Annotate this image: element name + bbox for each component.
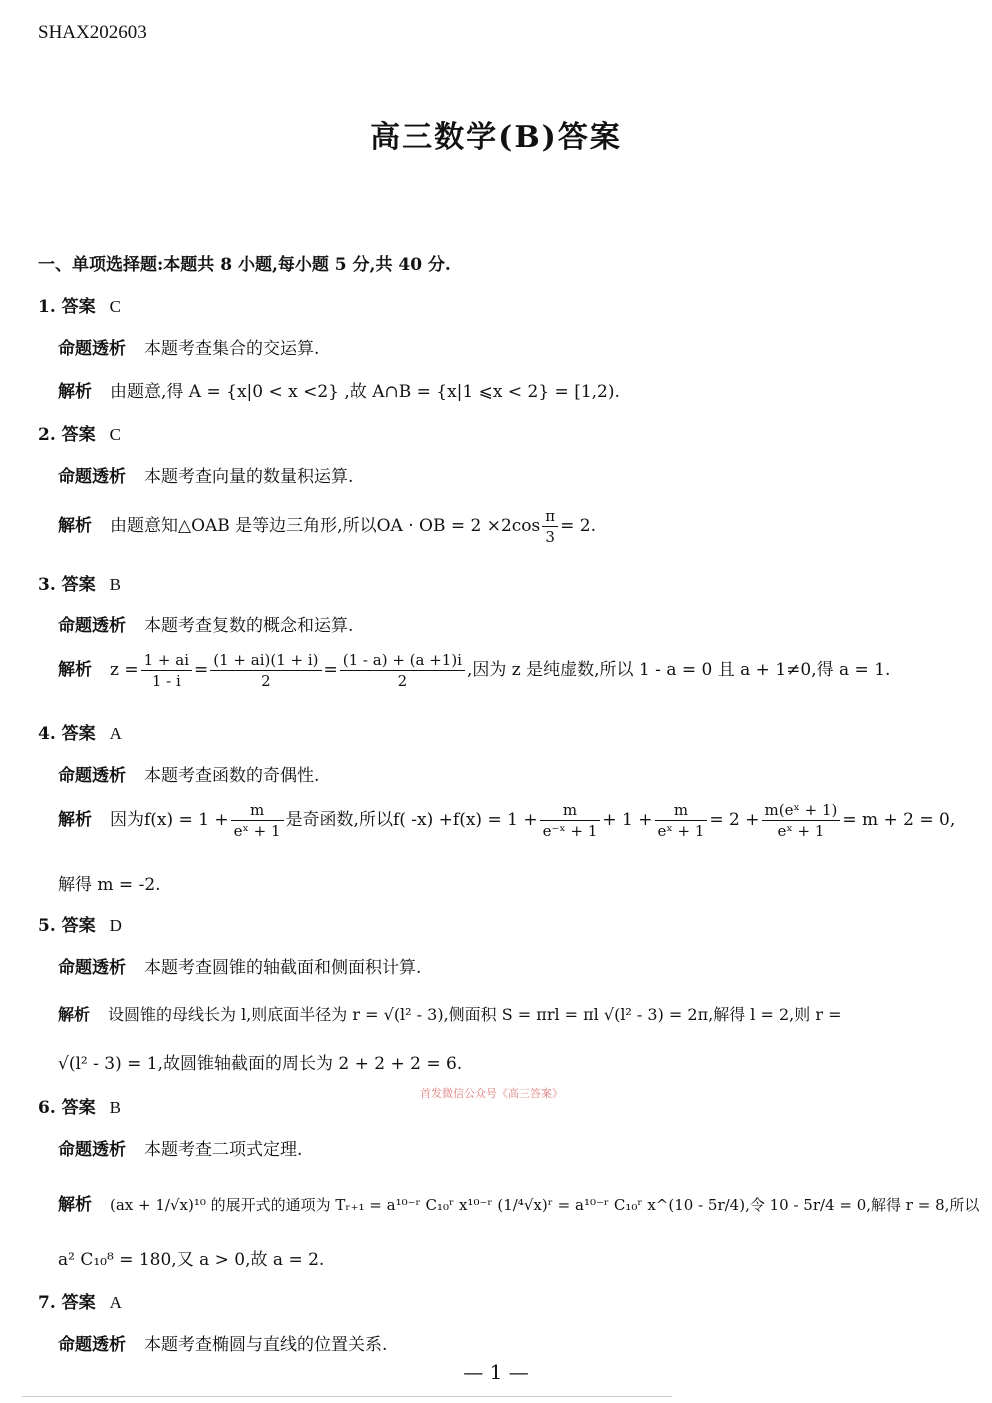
bottom-divider — [22, 1396, 672, 1397]
page-number: — 1 — — [463, 1360, 529, 1384]
q7-header: 7. 答案 A — [38, 1293, 122, 1313]
q4-continuation: 解得 m = -2. — [58, 875, 161, 895]
q4-analysis: 解析 因为f(x) = 1 + $\frac{m}{\text{eˣ + 1}}$ 是奇函数,所以f( -x) +f(x) = 1 + $\frac{m}{\text{e⁻ˣ + 1}}$ + 1 + $\frac{m}{\text{eˣ + 1}}$ = 2 + $\frac{\text{m(eˣ + 1)}}{\text{eˣ + 1}}$ = m + 2 = 0, — [58, 801, 956, 840]
q2-insight: 命题透析 本题考查向量的数量积运算. — [58, 467, 354, 487]
q3-insight: 命题透析 本题考查复数的概念和运算. — [58, 616, 354, 636]
q1-insight: 命题透析 本题考查集合的交运算. — [58, 339, 320, 359]
q5-analysis: 解析 设圆锥的母线长为 l,则底面半径为 r = √(l² - 3),侧面积 S = πrl = πl √(l² - 3) = 2π,解得 l = 2,则 r = — [58, 1005, 842, 1024]
q5-header: 5. 答案 D — [38, 916, 122, 936]
q2-header: 2. 答案 C — [38, 425, 122, 445]
section-title: 一、单项选择题:本题共 8 小题,每小题 5 分,共 40 分. — [38, 255, 451, 275]
watermark: 首发微信公众号《高三答案》 — [420, 1087, 563, 1100]
q6-analysis: 解析 (ax + 1/√x)¹⁰ 的展开式的通项为 Tᵣ₊₁ = a¹⁰⁻ʳ C₁₀ʳ x¹⁰⁻ʳ (1/⁴√x)ʳ = a¹⁰⁻ʳ C₁₀ʳ x^(10 - 5r/4),令 10 - 5r/4 = 0,解得 r = 8,所以 — [58, 1195, 980, 1215]
q6-insight: 命题透析 本题考查二项式定理. — [58, 1140, 303, 1160]
q4-insight: 命题透析 本题考查函数的奇偶性. — [58, 766, 320, 786]
q1-analysis: 解析 由题意,得 A = {x|0 < x <2} ,故 A∩B = {x|1 ⩽x < 2} = [1,2). — [58, 382, 620, 402]
q6-continuation: a² C₁₀⁸ = 180,又 a > 0,故 a = 2. — [58, 1250, 325, 1270]
q5-insight: 命题透析 本题考查圆锥的轴截面和侧面积计算. — [58, 958, 422, 978]
q7-insight: 命题透析 本题考查椭圆与直线的位置关系. — [58, 1335, 388, 1355]
q1-header: 1. 答案 C — [38, 297, 122, 317]
q3-header: 3. 答案 B — [38, 575, 122, 595]
q4-header: 4. 答案 A — [38, 724, 122, 744]
q5-continuation: √(l² - 3) = 1,故圆锥轴截面的周长为 2 + 2 + 2 = 6. — [58, 1054, 463, 1074]
page-title: 高三数学(B)答案 — [370, 120, 622, 155]
q6-header: 6. 答案 B — [38, 1098, 122, 1118]
q3-analysis: 解析 z = $\frac{1 + ai}{1 - i}$ = $\frac{(1 + ai)(1 + i)}{2}$ = $\frac{(1 - a) + (a +1)i}{2}$ ,因为 z 是纯虚数,所以 1 - a = 0 且 a + 1≠0,得 a = 1. — [58, 651, 891, 690]
document-code: SHAX202603 — [38, 22, 147, 43]
q2-analysis: 解析 由题意知△OAB 是等边三角形,所以OA · OB = 2 ×2cos $\frac{\pi}{3}$ = 2. — [58, 507, 596, 546]
